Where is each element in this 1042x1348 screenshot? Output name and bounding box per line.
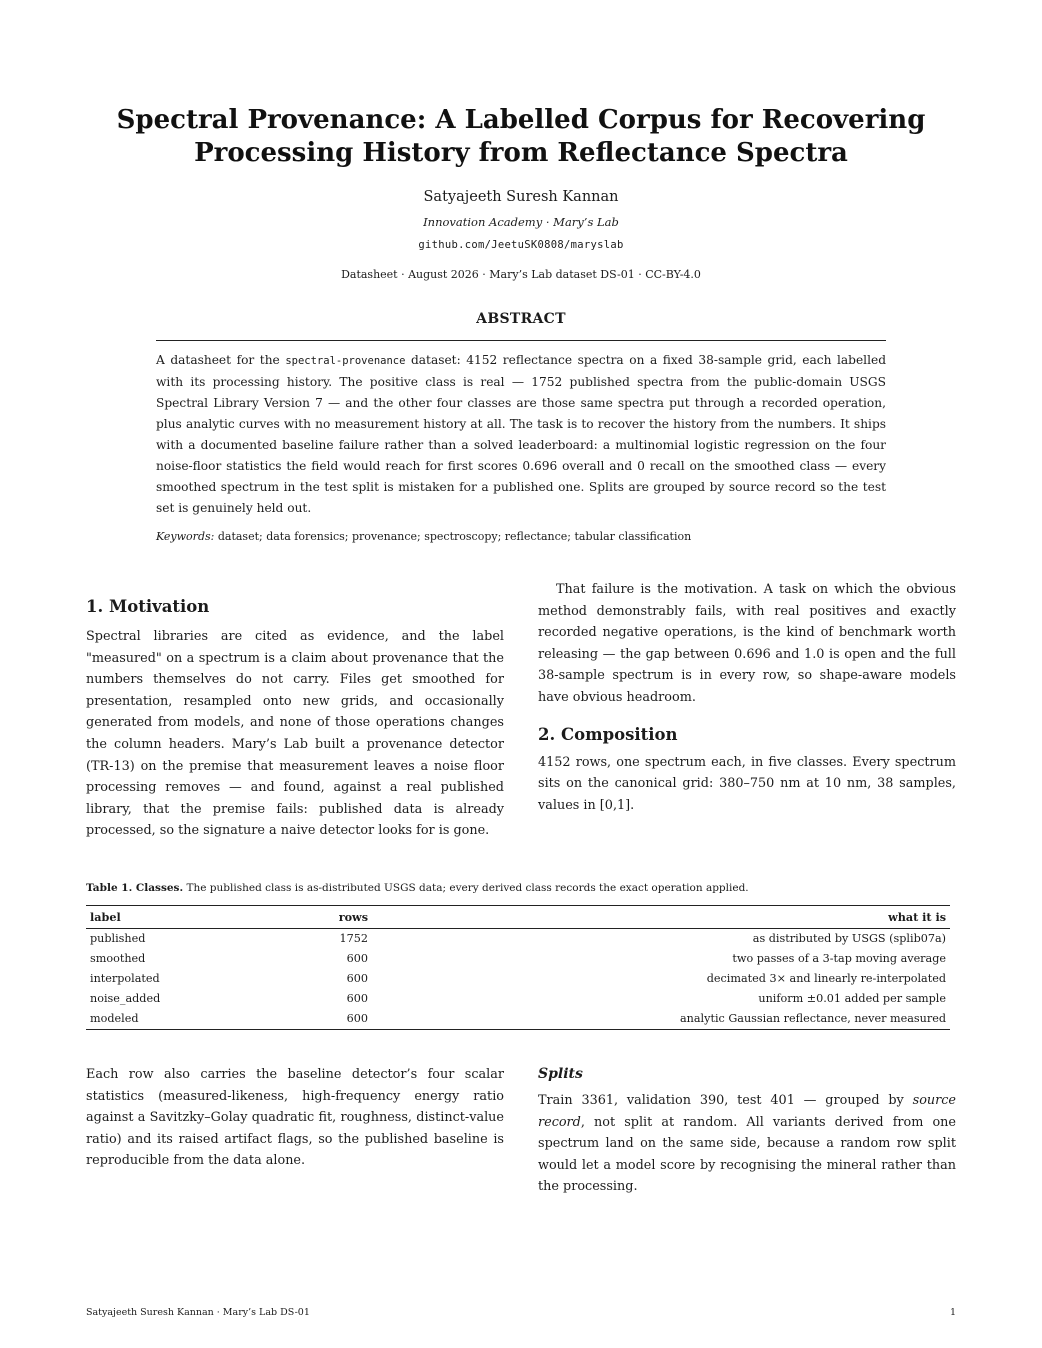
motivation-paragraph-1: Spectral libraries are cited as evidence, and the label "measured" on a spectrum is a claim about provenance that the numbers themselves do not carry. Files get smoothed for presentation, resampled onto new grids, and occasionally generated from models, and none of those operations changes the column headers. Mary’s Lab built a provenance detector (TR-13) on the premise that measurement leaves a noise floor processing removes — and found, against a real published library, that the premise fails: published data is already processed, so the signature a naive detector looks for is gone. <box>86 629 504 839</box>
abstract-part-2: dataset: 4152 reflectance spectra on a fixed 38-sample grid, each labelled with its processing history. The positive class is real — 1752 published spectra from the public-domain USGS Spectral Library Version 7 — and the other four classes are those same spectra put through a recorded operation, plus analytic curves with no measurement history at all. The task is to recover the history from the numbers. It ships with a documented baseline failure rather than a solved leaderboard: a multinomial logistic regression on the four noise-floor statistics the field would reach for first scores 0.696 overall and 0 recall on the smoothed class — every smoothed spectrum in the test split is mistaken for a published one. Splits are grouped by source record so the test set is genuinely held out. <box>156 353 886 515</box>
cell-label: interpolated <box>90 972 160 985</box>
composition-paragraph-1: 4152 rows, one spectrum each, in five classes. Every spectrum sits on the canonical grid: 380–750 nm at 10 nm, 38 samples, values in [0,1]. <box>538 754 956 813</box>
page-number: 1 <box>949 1307 956 1318</box>
classes-table <box>86 905 950 1030</box>
splits-heading: Splits <box>538 1066 583 1082</box>
author-name: Satyajeeth Suresh Kannan <box>423 189 619 205</box>
right-column-upper <box>538 579 956 816</box>
cell-rows: 1752 <box>339 932 368 945</box>
cell-description: uniform ±0.01 added per sample <box>758 992 946 1005</box>
table-row <box>86 929 950 950</box>
paper-title <box>80 104 962 170</box>
table-header-row <box>86 906 950 929</box>
cell-rows: 600 <box>346 972 368 985</box>
keywords-text: dataset; data forensics; provenance; spectroscopy; reflectance; tabular classification <box>214 530 692 543</box>
cell-label: smoothed <box>90 952 146 965</box>
cell-description: decimated 3× and linearly re-interpolated <box>706 972 946 985</box>
composition-paragraph-2: Each row also carries the baseline detector’s four scalar statistics (measured-likeness, high-frequency energy ratio against a Savitzky–Golay quadratic fit, roughness, distinct-value ratio) and its raised artifact flags, so the published baseline is reproducible from the data alone. <box>86 1067 504 1169</box>
abstract-text <box>156 350 886 519</box>
splits-emphasis: source record <box>538 1093 956 1130</box>
table-row <box>86 1009 950 1030</box>
repository-link[interactable]: github.com/JeetuSK0808/maryslab <box>418 239 624 251</box>
header-rows: rows <box>274 906 372 929</box>
cell-rows: 600 <box>346 952 368 965</box>
cell-description: analytic Gaussian reflectance, never measured <box>372 1009 950 1030</box>
abstract-rule <box>156 340 886 341</box>
composition-heading: 2. Composition <box>538 724 678 744</box>
title-line-1: Spectral Provenance: A Labelled Corpus for Recovering <box>116 105 926 135</box>
splits-text-2: , not split at random. All variants derived from one spectrum land on the same side, because a random row split would let a model score by recognising the mineral rather than the processing. <box>538 1114 956 1195</box>
abstract-part-1: A datasheet for the <box>156 353 286 367</box>
splits-paragraph <box>538 1090 956 1198</box>
motivation-paragraph-2: That failure is the motivation. A task on which the obvious method demonstrably fails, with real positives and exactly recorded negative operations, is the kind of benchmark worth releasing — the gap between 0.696 and 1.0 is open and the full 38-sample spectrum is in every row, so shape-aware models have obvious headroom. <box>538 582 956 705</box>
keywords-label: Keywords: <box>156 530 215 543</box>
header-label: label <box>86 906 274 929</box>
affiliation: Innovation Academy · Mary’s Lab <box>423 215 619 229</box>
cell-description: two passes of a 3-tap moving average <box>732 952 946 965</box>
cell-label: noise_added <box>90 992 161 1005</box>
abstract-heading: ABSTRACT <box>476 311 566 327</box>
motivation-heading: 1. Motivation <box>86 597 210 616</box>
dataset-code-name: spectral-provenance <box>285 355 406 367</box>
motivation-section <box>86 597 504 842</box>
table-caption-text: The published class is as-distributed USGS data; every derived class records the exact operation applied. <box>183 882 749 894</box>
keywords <box>156 530 886 543</box>
running-footer: Satyajeeth Suresh Kannan · Mary’s Lab DS-01 <box>86 1307 310 1318</box>
cell-label: modeled <box>86 1009 274 1030</box>
table-caption <box>86 882 956 894</box>
publication-meta: Datasheet · August 2026 · Mary’s Lab dataset DS-01 · CC-BY-4.0 <box>341 268 701 281</box>
table-row <box>86 989 950 1009</box>
title-line-2: Processing History from Reflectance Spectra <box>194 138 848 168</box>
table-row <box>86 969 950 989</box>
composition-continued <box>86 1064 504 1172</box>
table-row <box>86 949 950 969</box>
cell-rows: 600 <box>346 992 368 1005</box>
header-what-it-is: what it is <box>372 906 950 929</box>
cell-rows: 600 <box>274 1009 372 1030</box>
splits-text-1: Train 3361, validation 390, test 401 — grouped by <box>538 1093 913 1108</box>
splits-section <box>538 1066 956 1198</box>
cell-label: published <box>90 932 146 945</box>
cell-description: as distributed by USGS (splib07a) <box>752 932 946 945</box>
table-caption-label: Table 1. Classes. <box>86 882 184 894</box>
